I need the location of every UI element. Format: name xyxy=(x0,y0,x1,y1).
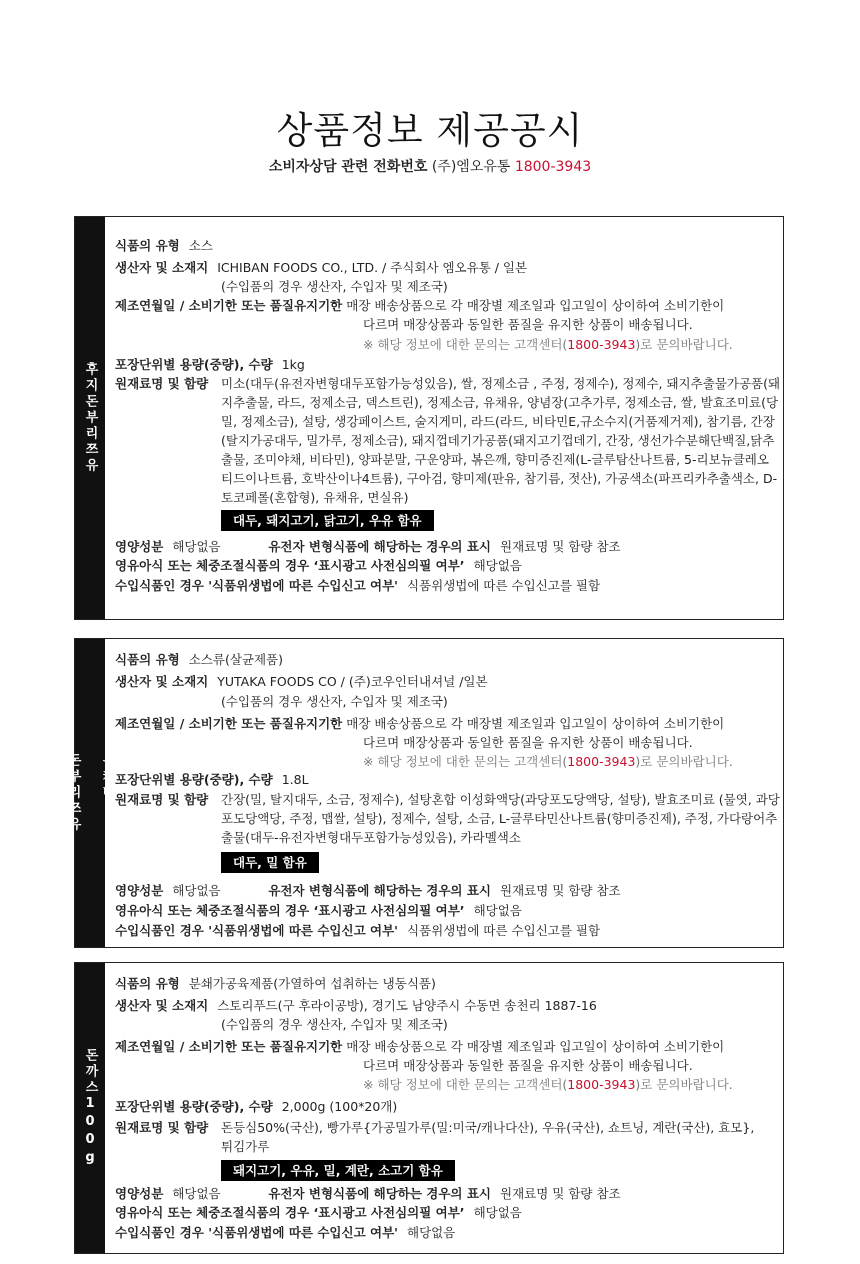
row-infant xyxy=(115,901,777,920)
label-infant: 영유아식 또는 체중조절식품의 경우 ‘표시광고 사전심의필 여부’ xyxy=(115,903,465,918)
row-nutrition-gmo xyxy=(115,881,777,900)
row-maker xyxy=(115,672,777,691)
value-infant: 해당없음 xyxy=(473,903,522,918)
allergen-badge: 대두, 밀 함유 xyxy=(221,852,319,873)
value-date-2: 다르며 매장상품과 동일한 품질을 유지한 상품이 배송됩니다. xyxy=(363,317,693,332)
row-food-type xyxy=(115,236,777,255)
value-infant: 해당없음 xyxy=(473,1205,522,1220)
value-date-2: 다르며 매장상품과 동일한 품질을 유지한 상품이 배송됩니다. xyxy=(363,735,693,750)
value-date-1: 매장 배송상품으로 각 매장별 제조일과 입고일이 상이하여 소비기한이 xyxy=(346,1039,725,1054)
label-ingredients: 원재료명 및 함량 xyxy=(115,376,209,391)
label-import: 수입식품인 경우 '식품위생법에 따른 수입신고 여부' xyxy=(115,578,398,593)
value-nutrition: 해당없음 xyxy=(172,1186,221,1201)
value-maker: YUTAKA FOODS CO / (주)코우인터내셔널 /일본 xyxy=(217,674,488,689)
label-infant: 영유아식 또는 체중조절식품의 경우 ‘표시광고 사전심의필 여부’ xyxy=(115,1205,465,1220)
label-volume: 포장단위별 용량(중량), 수량 xyxy=(115,772,273,787)
value-ingredients: 돈등심50%(국산), 빵가루{가공밀가루(밀:미국/캐나다산), 우유(국산), 쇼트닝, 계란(국산), 효모}, 튀김가루 xyxy=(221,1120,755,1154)
row-volume xyxy=(115,355,777,374)
row-maker xyxy=(115,258,777,277)
label-ingredients: 원재료명 및 함량 xyxy=(115,1120,209,1135)
allergen-badge: 돼지고기, 우유, 밀, 계란, 소고기 함유 xyxy=(221,1160,455,1181)
label-gmo: 유전자 변형식품에 해당하는 경우의 표시 xyxy=(268,1186,491,1201)
subtitle-company: (주)엠오유통 xyxy=(431,159,511,175)
value-volume: 1.8L xyxy=(281,772,309,787)
row-infant xyxy=(115,1203,777,1222)
label-date: 제조연월일 / 소비기한 또는 품질유지기한 xyxy=(115,298,343,313)
product-section-1 xyxy=(74,216,784,620)
row-date xyxy=(115,296,777,315)
value-date-1: 매장 배송상품으로 각 매장별 제조일과 입고일이 상이하여 소비기한이 xyxy=(346,298,725,313)
value-gmo: 원재료명 및 함량 참조 xyxy=(500,539,621,554)
label-nutrition: 영양성분 xyxy=(115,1186,164,1201)
value-ingredients: 간장(밀, 탈지대두, 소금, 정제수), 설탕혼합 이성화액당(과당포도당액당, 설탕), 발효조미료 (물엿, 과당포도당액당, 주정, 맵쌀, 설탕), 정제수, 설탕, 소금, L-글루타민산나트륨(향미증진제), 주정, 가다랑어추출물(대두-유전자변형대두포함가능성있음), 카라멜색소 xyxy=(221,792,780,845)
date-inquiry-note: ※ 해당 정보에 대한 문의는 고객센터(1800-3943)로 문의바랍니다. xyxy=(363,337,733,352)
label-ingredients: 원재료명 및 함량 xyxy=(115,792,209,807)
value-infant: 해당없음 xyxy=(473,558,522,573)
product-section-2 xyxy=(65,638,784,948)
label-volume: 포장단위별 용량(중량), 수량 xyxy=(115,1099,273,1114)
value-nutrition: 해당없음 xyxy=(172,883,221,898)
label-food-type: 식품의 유형 xyxy=(115,976,180,991)
product-side-tab xyxy=(65,639,115,947)
label-volume: 포장단위별 용량(중량), 수량 xyxy=(115,357,273,372)
product-name: 후지돈부리쯔유 xyxy=(82,362,98,474)
row-maker xyxy=(115,996,777,1015)
value-gmo: 원재료명 및 함량 참조 xyxy=(500,1186,621,1201)
product-section-3 xyxy=(74,962,784,1254)
value-food-type: 소스류(살균제품) xyxy=(188,652,284,667)
date-inquiry-note: ※ 해당 정보에 대한 문의는 고객센터(1800-3943)로 문의바랍니다. xyxy=(363,754,733,769)
value-volume: 2,000g (100*20개) xyxy=(281,1099,398,1114)
allergen-badge: 대두, 돼지고기, 닭고기, 우유 함유 xyxy=(221,510,434,531)
label-infant: 영유아식 또는 체중조절식품의 경우 ‘표시광고 사전심의필 여부’ xyxy=(115,558,465,573)
value-volume: 1kg xyxy=(281,357,305,372)
label-food-type: 식품의 유형 xyxy=(115,652,180,667)
row-infant xyxy=(115,556,777,575)
maker-note: (수입품의 경우 생산자, 수입자 및 제조국) xyxy=(221,694,448,709)
page-title: 상품정보 제공공시 xyxy=(276,109,584,152)
label-date: 제조연월일 / 소비기한 또는 품질유지기한 xyxy=(115,1039,343,1054)
row-import xyxy=(115,576,777,595)
label-gmo: 유전자 변형식품에 해당하는 경우의 표시 xyxy=(268,883,491,898)
label-maker: 생산자 및 소재지 xyxy=(115,998,209,1013)
row-date xyxy=(115,1037,777,1056)
product-name: 유카타 돈부리쯔유 xyxy=(65,753,115,833)
subtitle-label: 소비자상담 관련 전화번호 xyxy=(268,159,428,175)
maker-note: (수입품의 경우 생산자, 수입자 및 제조국) xyxy=(221,279,448,294)
product-side-tab xyxy=(75,217,105,619)
value-ingredients: 미소(대두(유전자변형대두포함가능성있음), 쌀, 정제소금 , 주정, 정제수), 정제수, 돼지추출물가공품(돼지추출물, 라드, 정제소금, 덱스트린), 정제소금, 유채유, 양념장(고추가루, 정제소금, 쌀, 발효조미료(당밀, 정제소금), 설탕, 생강페이스트, 술지게미, 라드(라드, 비타민E,규소수지(거품제거제), 참기름, 간장(탈지가공대두, 밀가루, 정제소금), 돼지껍데기가공품(돼지고기껍데기, 간장, 생선가수분해단백질,닭추출물, 조미야채, 비타민), 양파분말, 구운양파, 볶은깨, 향미증진제(L-글루탐산나트륨, 5-리보뉴클레오티드이나트륨, 호박산이나4트륨), 구아검, 향미제(판유, 참기름, 젓산), 가공색소(파프리카추출색소, D-토코페롤(혼합형), 유채유, 면실유) xyxy=(221,376,781,505)
row-date xyxy=(115,714,777,733)
value-date-1: 매장 배송상품으로 각 매장별 제조일과 입고일이 상이하여 소비기한이 xyxy=(346,716,725,731)
row-volume xyxy=(115,770,777,789)
value-maker: 스토리푸드(구 후라이공방), 경기도 남양주시 수동면 송천리 1887-16 xyxy=(217,998,597,1013)
value-nutrition: 해당없음 xyxy=(172,539,221,554)
label-date: 제조연월일 / 소비기한 또는 품질유지기한 xyxy=(115,716,343,731)
row-import xyxy=(115,1223,777,1242)
label-nutrition: 영양성분 xyxy=(115,539,164,554)
maker-note: (수입품의 경우 생산자, 수입자 및 제조국) xyxy=(221,1017,448,1032)
value-import: 해당없음 xyxy=(407,1225,456,1240)
value-import: 식품위생법에 따른 수입신고를 필함 xyxy=(407,923,601,938)
label-maker: 생산자 및 소재지 xyxy=(115,260,209,275)
row-import xyxy=(115,921,777,940)
label-maker: 생산자 및 소재지 xyxy=(115,674,209,689)
page-subtitle xyxy=(0,156,860,176)
subtitle-phone: 1800-3943 xyxy=(514,159,592,175)
label-import: 수입식품인 경우 '식품위생법에 따른 수입신고 여부' xyxy=(115,923,398,938)
value-import: 식품위생법에 따른 수입신고를 필함 xyxy=(407,578,601,593)
product-side-tab xyxy=(75,963,105,1253)
value-maker: ICHIBAN FOODS CO., LTD. / 주식회사 엠오유통 / 일본 xyxy=(217,260,528,275)
row-volume xyxy=(115,1097,777,1116)
label-food-type: 식품의 유형 xyxy=(115,238,180,253)
label-gmo: 유전자 변형식품에 해당하는 경우의 표시 xyxy=(268,539,491,554)
row-nutrition-gmo xyxy=(115,537,777,556)
row-nutrition-gmo xyxy=(115,1184,777,1203)
row-food-type xyxy=(115,650,777,669)
value-gmo: 원재료명 및 함량 참조 xyxy=(500,883,621,898)
value-food-type: 소스 xyxy=(188,238,213,253)
row-food-type xyxy=(115,974,777,993)
value-food-type: 분쇄가공육제품(가열하여 섭취하는 냉동식품) xyxy=(188,976,436,991)
label-nutrition: 영양성분 xyxy=(115,883,164,898)
date-inquiry-note: ※ 해당 정보에 대한 문의는 고객센터(1800-3943)로 문의바랍니다. xyxy=(363,1077,733,1092)
label-import: 수입식품인 경우 '식품위생법에 따른 수입신고 여부' xyxy=(115,1225,398,1240)
product-name: 돈까스100g xyxy=(82,1048,98,1168)
value-date-2: 다르며 매장상품과 동일한 품질을 유지한 상품이 배송됩니다. xyxy=(363,1058,693,1073)
